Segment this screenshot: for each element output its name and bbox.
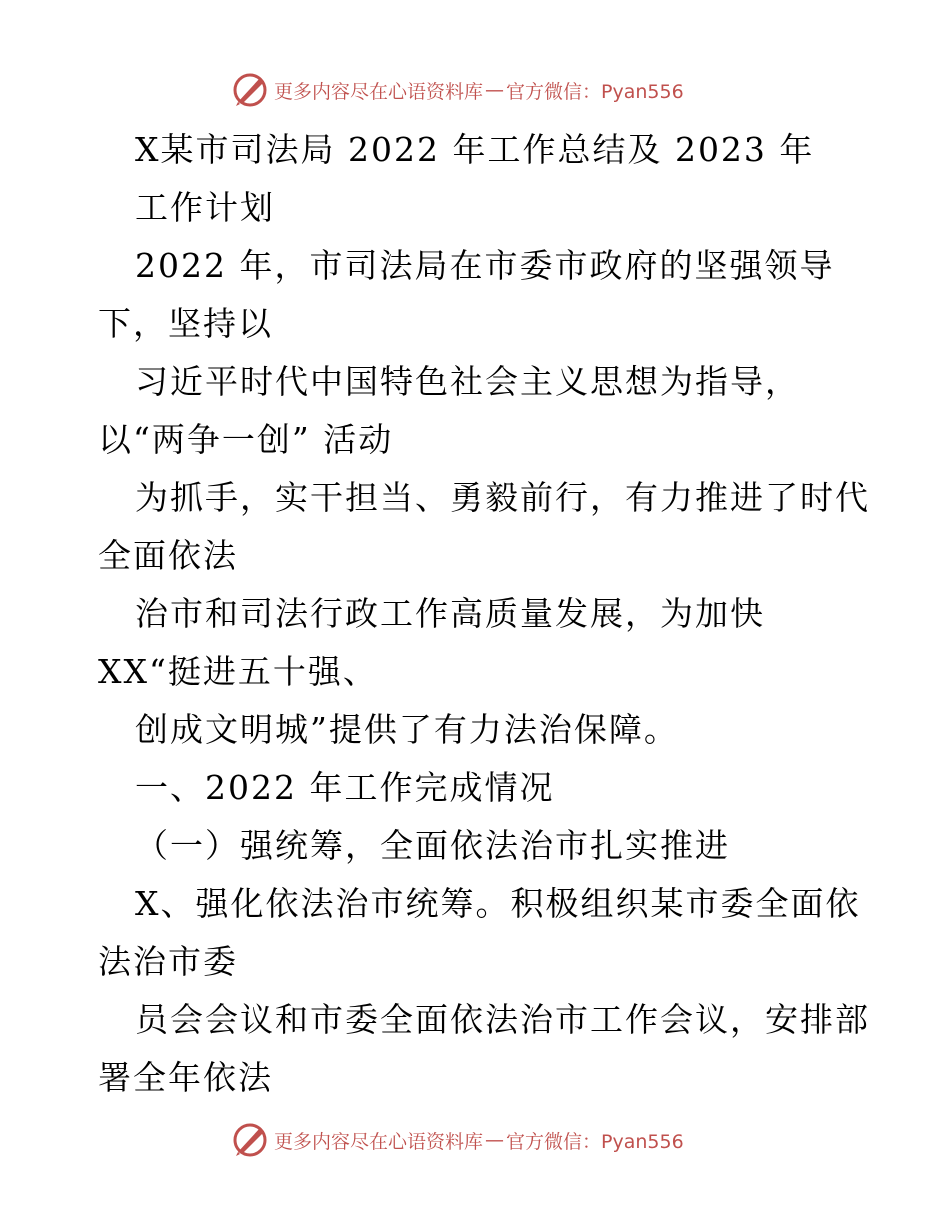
paragraph-line: 习近平时代中国特色社会主义思想为指导， xyxy=(135,362,800,401)
pen-logo-icon xyxy=(230,1120,270,1160)
watermark-text: 更多内容尽在心语资料库 xyxy=(274,80,484,103)
watermark-separator: — xyxy=(485,79,505,101)
watermark-separator: — xyxy=(485,1129,505,1151)
paragraph-line: XX“挺进五十强、 xyxy=(98,652,378,691)
paragraph-line: 治市和司法行政工作高质量发展，为加快 xyxy=(135,594,765,633)
document-title-line-1: X某市司法局 2022 年工作总结及 2023 年 xyxy=(135,130,815,169)
paragraph-line: 创成文明城”提供了有力法治保障。 xyxy=(135,710,679,749)
document-title-line-2: 工作计划 xyxy=(135,188,275,227)
subsection-heading: （一）强统筹，全面依法治市扎实推进 xyxy=(135,826,730,865)
paragraph-line: 下，坚持以 xyxy=(98,304,273,343)
paragraph-line: 员会会议和市委全面依法治市工作会议，安排部 xyxy=(135,1000,870,1039)
footer-watermark xyxy=(230,1118,684,1162)
paragraph-line: 2022 年，市司法局在市委市政府的坚强领导 xyxy=(135,246,835,285)
paragraph-line: X、强化依法治市统筹。积极组织某市委全面依 xyxy=(135,884,861,923)
watermark-contact: 官方微信：Pyan556 xyxy=(506,80,684,103)
section-heading: 一、2022 年工作完成情况 xyxy=(135,768,555,807)
watermark-text: 更多内容尽在心语资料库 xyxy=(274,1130,484,1153)
paragraph-line: 以“两争一创” 活动 xyxy=(98,420,394,459)
paragraph-line: 署全年依法 xyxy=(98,1058,273,1097)
header-watermark xyxy=(230,68,684,112)
paragraph-line: 全面依法 xyxy=(98,536,238,575)
watermark-contact: 官方微信：Pyan556 xyxy=(506,1130,684,1153)
paragraph-line: 法治市委 xyxy=(98,942,238,981)
pen-logo-icon xyxy=(230,70,270,110)
paragraph-line: 为抓手，实干担当、勇毅前行，有力推进了时代 xyxy=(135,478,870,517)
